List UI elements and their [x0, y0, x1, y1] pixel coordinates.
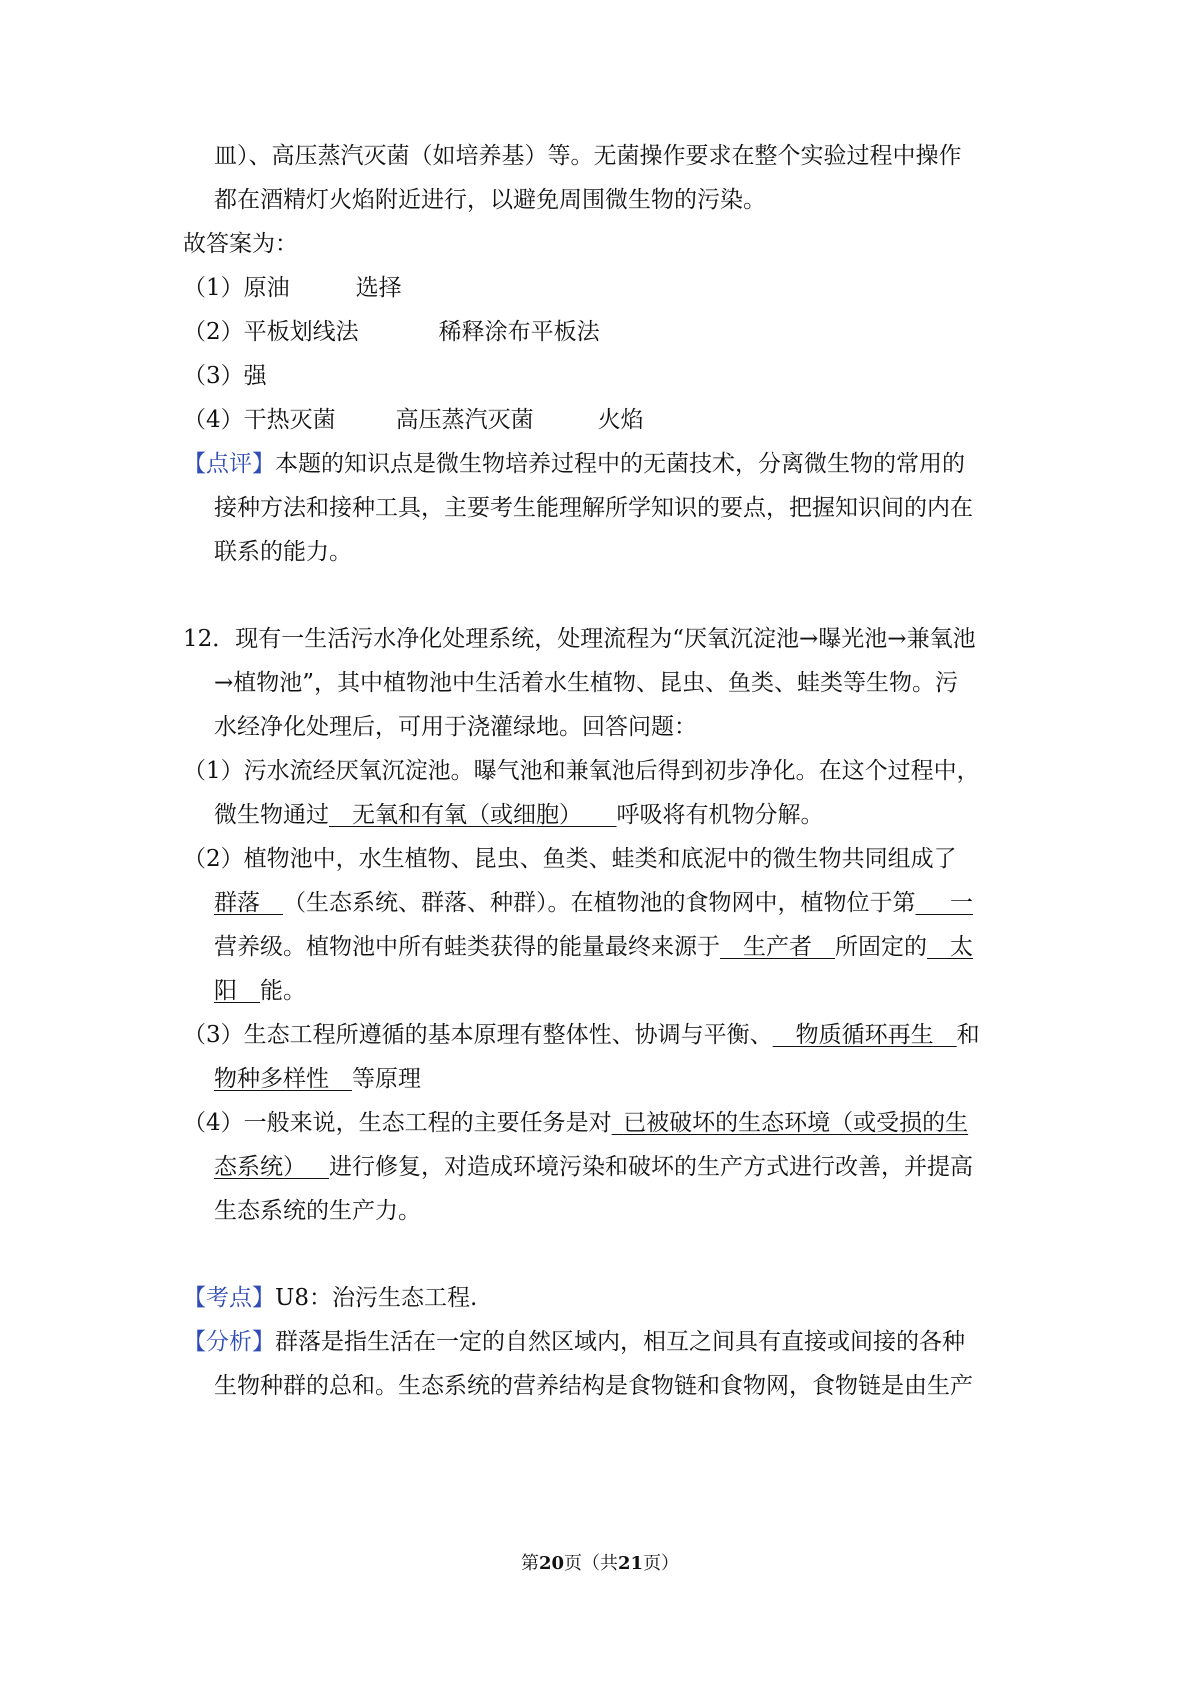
text-line: 群落 （生态系统、群落、种群）。在植物池的食物网中，植物位于第 一	[214, 890, 973, 916]
text-line: 生物种群的总和。生态系统的营养结构是食物链和食物网，食物链是由生产	[214, 1373, 973, 1399]
kaodian-tag: 【考点】	[183, 1285, 275, 1311]
answer-item: （4）干热灭菌 高压蒸汽灭菌 火焰	[183, 407, 644, 433]
answer-blank: 物种多样性	[214, 1066, 329, 1092]
text-line: 联系的能力。	[214, 539, 352, 565]
text-line: 微生物通过 无氧和有氧（或细胞） 呼吸将有机物分解。	[214, 802, 824, 828]
current-page-number: 20	[538, 1553, 564, 1574]
text-line: 态系统） 进行修复，对造成环境污染和破坏的生产方式进行改善，并提高	[214, 1154, 973, 1180]
answer-blank: 太	[950, 934, 973, 960]
subquestion: （1）污水流经厌氧沉淀池。曝气池和兼氧池后得到初步净化。在这个过程中，	[183, 758, 980, 784]
text-line: →植物池”，其中植物池中生活着水生植物、昆虫、鱼类、蛙类等生物。污	[214, 670, 959, 696]
text-line: 都在酒精灯火焰附近进行，以避免周围微生物的污染。	[214, 187, 766, 213]
answer-blank: 物质循环再生	[795, 1022, 934, 1048]
page-footer: 第20页（共21页）	[520, 1553, 680, 1574]
answer-blank: 阳	[214, 978, 237, 1004]
fenxi-paragraph: 【分析】群落是指生活在一定的自然区域内，相互之间具有直接或间接的各种	[183, 1329, 965, 1355]
answer-heading: 故答案为：	[183, 231, 298, 257]
answer-blank: 无氧和有氧（或细胞）	[352, 802, 582, 828]
text-line: 皿）、高压蒸汽灭菌（如培养基）等。无菌操作要求在整个实验过程中操作	[214, 143, 962, 169]
subquestion: （3）生态工程所遵循的基本原理有整体性、协调与平衡、 物质循环再生 和	[183, 1022, 980, 1048]
comment-tag: 【点评】	[183, 451, 275, 477]
subquestion: （2）植物池中，水生植物、昆虫、鱼类、蛙类和底泥中的微生物共同组成了	[183, 846, 957, 872]
answer-item: （1）原油 选择	[183, 275, 402, 301]
answer-item: （2）平板划线法 稀释涂布平板法	[183, 319, 600, 345]
kaodian-paragraph: 【考点】U8：治污生态工程.	[183, 1285, 478, 1311]
text-line: 营养级。植物池中所有蛙类获得的能量最终来源于 生产者 所固定的 太	[214, 934, 973, 960]
text-line: 水经净化处理后，可用于浇灌绿地。回答问题：	[214, 714, 697, 740]
text-line: 接种方法和接种工具，主要考生能理解所学知识的要点，把握知识间的内在	[214, 495, 973, 521]
answer-blank: 一	[950, 890, 973, 916]
text-line: 物种多样性 等原理	[214, 1066, 421, 1092]
answer-item: （3）强	[183, 363, 267, 389]
total-page-number: 21	[618, 1553, 644, 1574]
text-line: 阳 能。	[214, 978, 306, 1004]
answer-blank: 态系统）	[214, 1154, 306, 1180]
question-number: 12．	[183, 626, 236, 652]
text-line: 生态系统的生产力。	[214, 1198, 421, 1224]
answer-blank: 群落	[214, 890, 260, 916]
question-stem: 12．现有一生活污水净化处理系统，处理流程为“厌氧沉淀池→曝光池→兼氧池	[183, 626, 976, 652]
answer-blank: 生产者	[743, 934, 812, 960]
fenxi-tag: 【分析】	[183, 1329, 275, 1355]
answer-blank: 已被破坏的生态环境（或受损的生	[623, 1110, 969, 1136]
comment-paragraph: 【点评】本题的知识点是微生物培养过程中的无菌技术，分离微生物的常用的	[183, 451, 965, 477]
subquestion: （4）一般来说，生态工程的主要任务是对 已被破坏的生态环境（或受损的生	[183, 1110, 969, 1136]
